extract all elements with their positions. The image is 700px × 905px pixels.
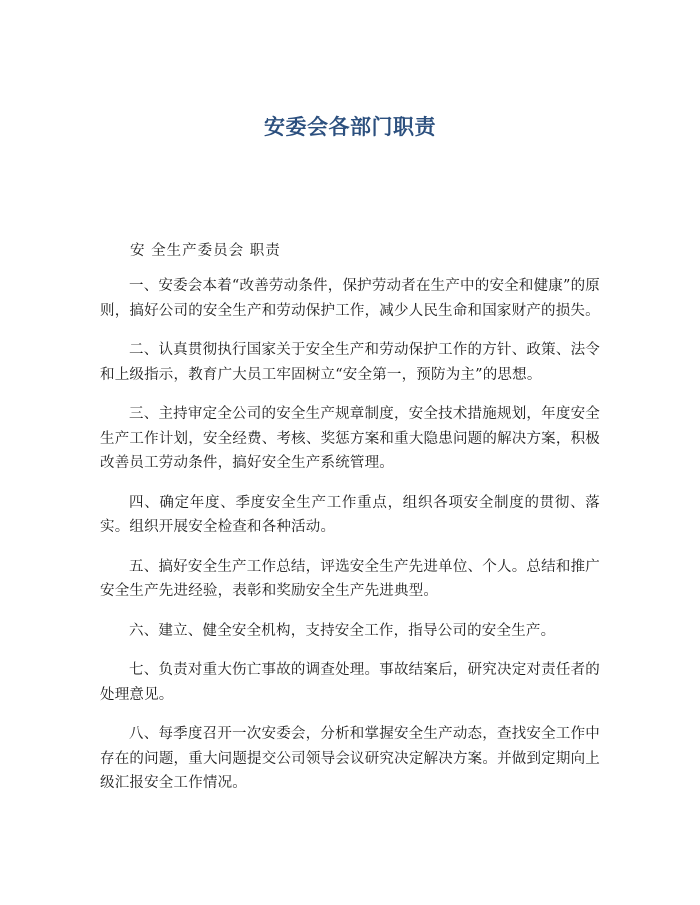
paragraph: 八、每季度召开一次安委会，分析和掌握安全生产动态，查找安全工作中存在的问题，重大问题提交公司领导会议研究决定解决方案。并做到定期向上级汇报安全工作情况。 xyxy=(100,726,600,791)
paragraph: 二、认真贯彻执行国家关于安全生产和劳动保护工作的方针、政策、法令和上级指示，教育广大员工牢固树立“安全第一，预防为主”的思想。 xyxy=(100,342,600,383)
paragraph: 六、建立、健全安全机构，支持安全工作，指导公司的安全生产。 xyxy=(129,622,556,639)
paragraph: 五、搞好安全生产工作总结，评选安全生产先进单位、个人。总结和推广安全生产先进经验，表彰和奖励安全生产先进典型。 xyxy=(100,558,600,599)
document-title: 安委会各部门职责 xyxy=(264,114,436,139)
document-body xyxy=(100,274,600,811)
section-heading: 安 全生产委员会 职责 xyxy=(130,243,281,259)
paragraph: 三、主持审定全公司的安全生产规章制度，安全技术措施规划，年度安全生产工作计划，安全经费、考核、奖惩方案和重大隐患问题的解决方案，积极改善员工劳动条件，搞好安全生产系统管理。 xyxy=(100,406,600,471)
paragraph: 七、负责对重大伤亡事故的调查处理。事故结案后，研究决定对责任者的处理意见。 xyxy=(100,662,600,703)
paragraph: 一、安委会本着“改善劳动条件，保护劳动者在生产中的安全和健康”的原则，搞好公司的安全生产和劳动保护工作，减少人民生命和国家财产的损失。 xyxy=(100,278,600,319)
paragraph: 四、确定年度、季度安全生产工作重点，组织各项安全制度的贯彻、落实。组织开展安全检查和各种活动。 xyxy=(100,494,600,535)
